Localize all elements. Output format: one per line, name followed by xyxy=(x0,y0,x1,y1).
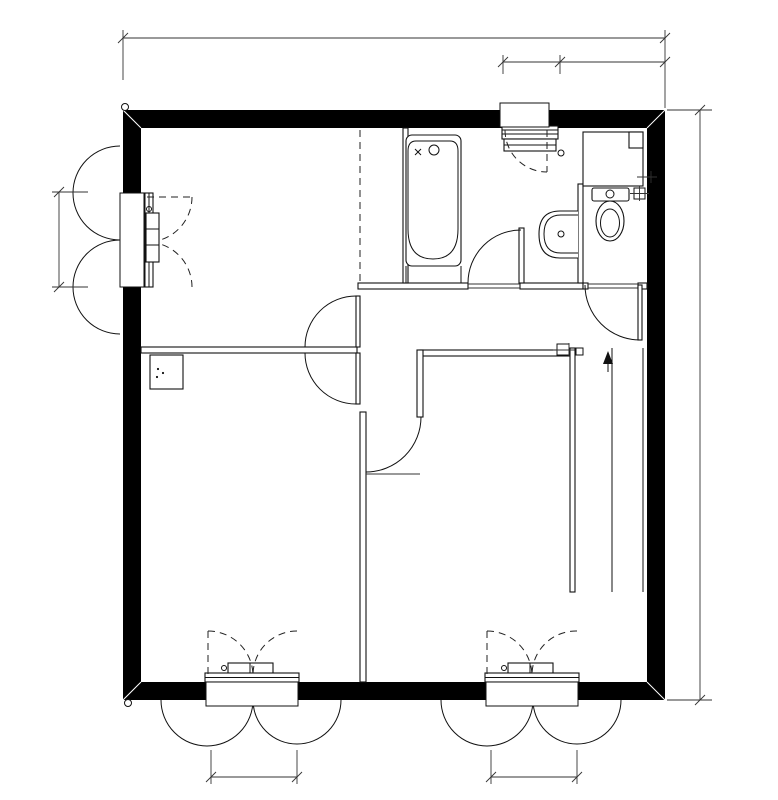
shutter-arc xyxy=(73,146,120,240)
ep-circle-top xyxy=(122,104,129,111)
shutter-arc xyxy=(253,700,341,744)
door-leaf-wc xyxy=(638,285,642,340)
window-label-box xyxy=(500,103,549,127)
wall-stub-ch3-door xyxy=(417,350,423,417)
shutter-arc xyxy=(161,700,253,746)
window-label-box xyxy=(206,682,298,706)
window-label-box xyxy=(486,682,578,706)
shutter-arc xyxy=(533,700,621,744)
wall-ch2-ch3 xyxy=(360,412,366,682)
door-arc-ch2 xyxy=(305,353,356,404)
door-arc-ch1 xyxy=(305,296,356,347)
toilet xyxy=(592,188,629,241)
radiator-left xyxy=(146,207,159,263)
wall-bains-south-right xyxy=(520,283,583,289)
wall-bains-south-left xyxy=(358,283,468,289)
stair-corner-marker xyxy=(576,348,583,355)
wall-dgt-ch3 xyxy=(420,350,575,356)
door-arc-bains xyxy=(468,230,521,283)
wall-bains-wc xyxy=(578,184,583,283)
wall-stair-side xyxy=(570,348,575,592)
wall-ch1-ch2 xyxy=(141,347,357,353)
radiator-bottom-1 xyxy=(222,663,274,674)
shutter-arc xyxy=(441,700,533,746)
radiator-bottom-2 xyxy=(502,663,554,674)
sink xyxy=(539,211,578,258)
door-leaf-ch2 xyxy=(356,353,360,404)
bathtub xyxy=(406,135,461,283)
ep-circle-bottom xyxy=(125,700,132,707)
duct-box xyxy=(150,355,183,389)
washing-machine xyxy=(583,132,643,186)
door-arc-wc xyxy=(585,285,640,340)
door-leaf-bains xyxy=(519,228,524,283)
door-arc-ch3 xyxy=(366,417,421,472)
door-leaf-ch1 xyxy=(356,296,360,347)
outer-wall xyxy=(123,110,665,700)
window-label-box xyxy=(120,193,144,287)
staircase xyxy=(575,348,643,592)
